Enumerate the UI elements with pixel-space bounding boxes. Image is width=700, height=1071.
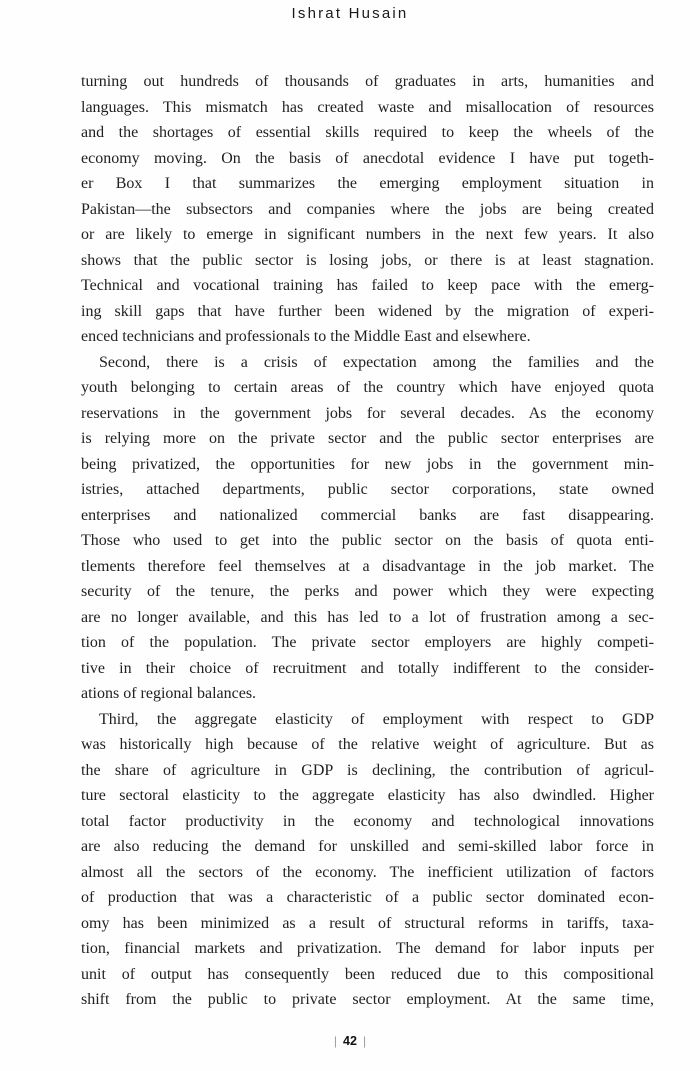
text-line: tive in their choice of recruitment and totally indifferent to the consider-	[81, 659, 654, 677]
text-line: ing skill gaps that have further been widened by the migration of experi-	[81, 302, 654, 320]
text-line: shift from the public to private sector employment. At the same time,	[81, 991, 654, 1008]
text-line: Technical and vocational training has failed to keep pace with the emerg-	[81, 277, 654, 294]
text-line: Pakistan—the subsectors and companies where the jobs are being created	[81, 200, 654, 218]
text-line: are also reducing the demand for unskilled and semi-skilled labor force in	[81, 838, 654, 855]
text-line: enced technicians and professionals to the Middle East and elsewhere.	[81, 328, 531, 345]
page-footer	[0, 1034, 700, 1048]
text-line: the share of agriculture in GDP is declining, the contribution of agricul-	[81, 761, 654, 779]
text-line: was historically high because of the relative weight of agriculture. But as	[81, 736, 654, 753]
text-line: of production that was a characteristic of a public sector dominated econ-	[81, 889, 654, 906]
text-line: istries, attached departments, public sector corporations, state owned	[81, 481, 654, 498]
paragraph	[81, 69, 654, 350]
text-line: unit of output has consequently been reduced due to this compositional	[81, 965, 654, 983]
running-header: Ishrat Husain	[291, 5, 409, 22]
text-line: almost all the sectors of the economy. The inefficient utilization of factors	[81, 863, 654, 881]
text-line: turning out hundreds of thousands of graduates in arts, humanities and	[81, 73, 654, 90]
text-line: Third, the aggregate elasticity of employment with respect to GDP	[99, 710, 654, 728]
text-line: security of the tenure, the perks and power which they were expecting	[81, 583, 654, 600]
text-line: youth belonging to certain areas of the country which have enjoyed quota	[81, 379, 654, 396]
text-line: tlements therefore feel themselves at a disadvantage in the job market. The	[81, 557, 654, 575]
text-line: languages. This mismatch has created waste and misallocation of resources	[81, 98, 654, 116]
text-line: reservations in the government jobs for several decades. As the economy	[81, 404, 654, 422]
text-line: enterprises and nationalized commercial banks are fast disappearing.	[81, 506, 654, 524]
paragraph	[81, 707, 654, 1013]
text-line: tion of the population. The private sector employers are highly competi-	[81, 634, 654, 651]
text-line: economy moving. On the basis of anecdotal evidence I have put togeth-	[81, 149, 654, 167]
footer-bar-right: |	[362, 1034, 367, 1048]
text-line: Second, there is a crisis of expectation among the families and the	[99, 353, 654, 371]
text-line: being privatized, the opportunities for new jobs in the government min-	[81, 455, 654, 473]
text-line: er Box I that summarizes the emerging employment situation in	[81, 175, 654, 192]
text-line: total factor productivity in the economy and technological innovations	[81, 812, 654, 830]
footer-bar-left: |	[333, 1034, 338, 1048]
text-line: ture sectoral elasticity to the aggregate elasticity has also dwindled. Higher	[81, 787, 654, 804]
paragraph	[81, 350, 654, 707]
text-line: and the shortages of essential skills required to keep the wheels of the	[81, 124, 654, 141]
text-line: omy has been minimized as a result of structural reforms in tariffs, taxa-	[81, 914, 654, 932]
text-line: tion, financial markets and privatization. The demand for labor inputs per	[81, 940, 654, 957]
text-line: or are likely to emerge in significant numbers in the next few years. It also	[81, 226, 654, 243]
text-line: Those who used to get into the public sector on the basis of quota enti-	[81, 532, 654, 549]
text-line: ations of regional balances.	[81, 685, 257, 702]
text-line: is relying more on the private sector and the public sector enterprises are	[81, 430, 654, 447]
body-text-block	[81, 69, 654, 1013]
text-line: are no longer available, and this has led to a lot of frustration among a sec-	[81, 608, 654, 626]
text-line: shows that the public sector is losing jobs, or there is at least stagnation.	[81, 251, 654, 269]
page-number: 42	[343, 1034, 357, 1048]
